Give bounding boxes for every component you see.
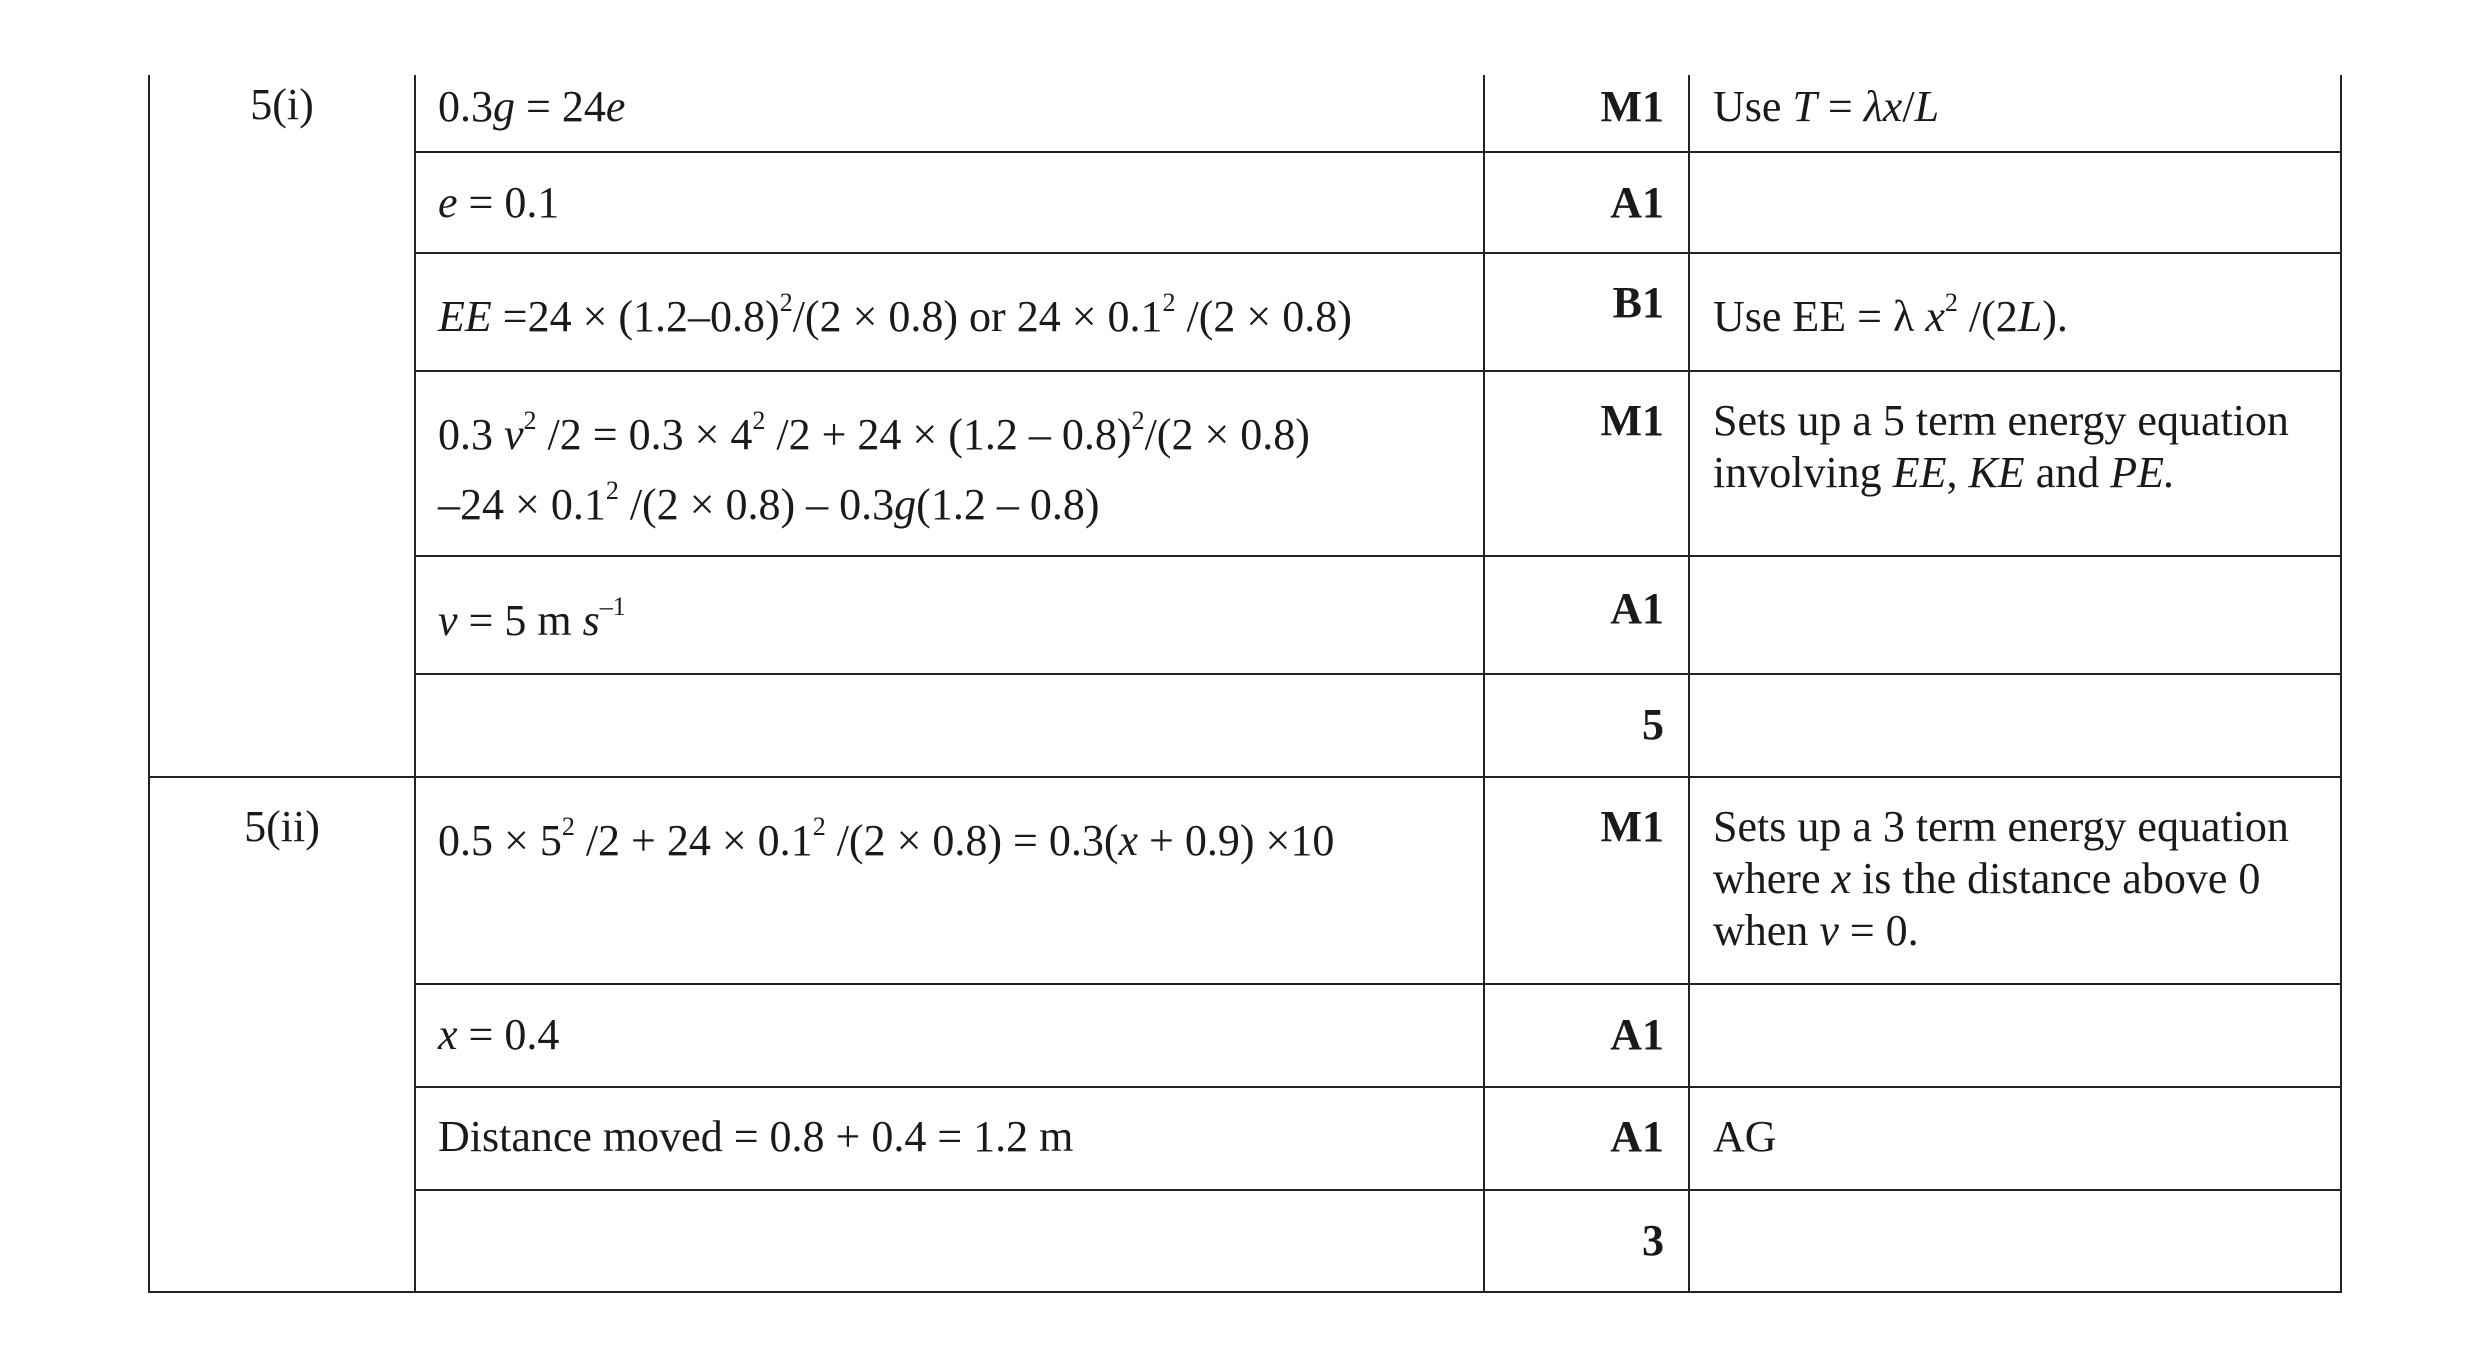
mark-total: 3 [1642,1216,1664,1265]
guidance-cell: Use T = λx/L [1713,82,1940,131]
part-label: 5(i) [250,80,314,129]
guidance-cell: AG [1713,1112,1777,1161]
mark-cell: M1 [1600,802,1664,851]
answer-cell: e = 0.1 [438,178,560,227]
mark-cell: A1 [1610,1112,1664,1161]
mark-cell: B1 [1612,278,1664,327]
row-divider [414,370,2342,372]
table-border-right [2340,75,2342,1293]
column-divider-mark [1688,75,1690,1293]
table-border-left [148,75,150,1293]
mark-cell: M1 [1600,82,1664,131]
answer-cell: 0.3g = 24e [438,82,626,131]
mark-cell: A1 [1610,584,1664,633]
guidance-cell: Sets up a 5 term energy equation involving EE, KE and PE. [1713,396,2289,497]
mark-cell: M1 [1600,396,1664,445]
guidance-cell: Sets up a 3 term energy equation where x is the distance above 0 when v = 0. [1713,802,2289,955]
answer-cell: v = 5 m $s^{-1}$ [438,592,626,645]
column-divider-part [414,75,416,1293]
part-label: 5(ii) [244,802,320,851]
guidance-cell: Use EE = λ $x^2$ /(2L). [1713,288,2068,341]
mark-total: 5 [1642,700,1664,749]
row-divider [414,1086,2342,1088]
table-border-bottom [148,1291,2342,1293]
answer-cell: EE $=24 \times (1.2-0.8)^2/(2 \times 0.8)$ or $24 \times 0.1^2$ /(2 × 0.8) [438,288,1352,341]
part-divider [148,776,2342,778]
row-divider [414,1189,2342,1191]
answer-cell: $0.5 \times 5^2$ $/2 + 24 \times 0.1^2$ /(2 × 0.8) = 0.3(x + 0.9) ×10 [438,812,1335,865]
mark-cell: A1 [1610,1010,1664,1059]
answer-cell: x = 0.4 [438,1010,560,1059]
answer-cell: 0.3 $v^2$ $/2 = 0.3 \times 4^2$ /2 + 24 × (1.2 – 0.8)$^2$/(2 × 0.8) $-24 \times 0.1^2$ /(2 × 0.8) – 0.3g(1.2 – 0.8) [438,406,1310,529]
row-divider [414,673,2342,675]
mark-cell: A1 [1610,178,1664,227]
answer-cell: Distance moved = 0.8 + 0.4 = 1.2 m [438,1112,1074,1161]
row-divider [414,983,2342,985]
mark-scheme-table [148,75,2342,1293]
row-divider [414,151,2342,153]
row-divider [414,555,2342,557]
row-divider [414,252,2342,254]
